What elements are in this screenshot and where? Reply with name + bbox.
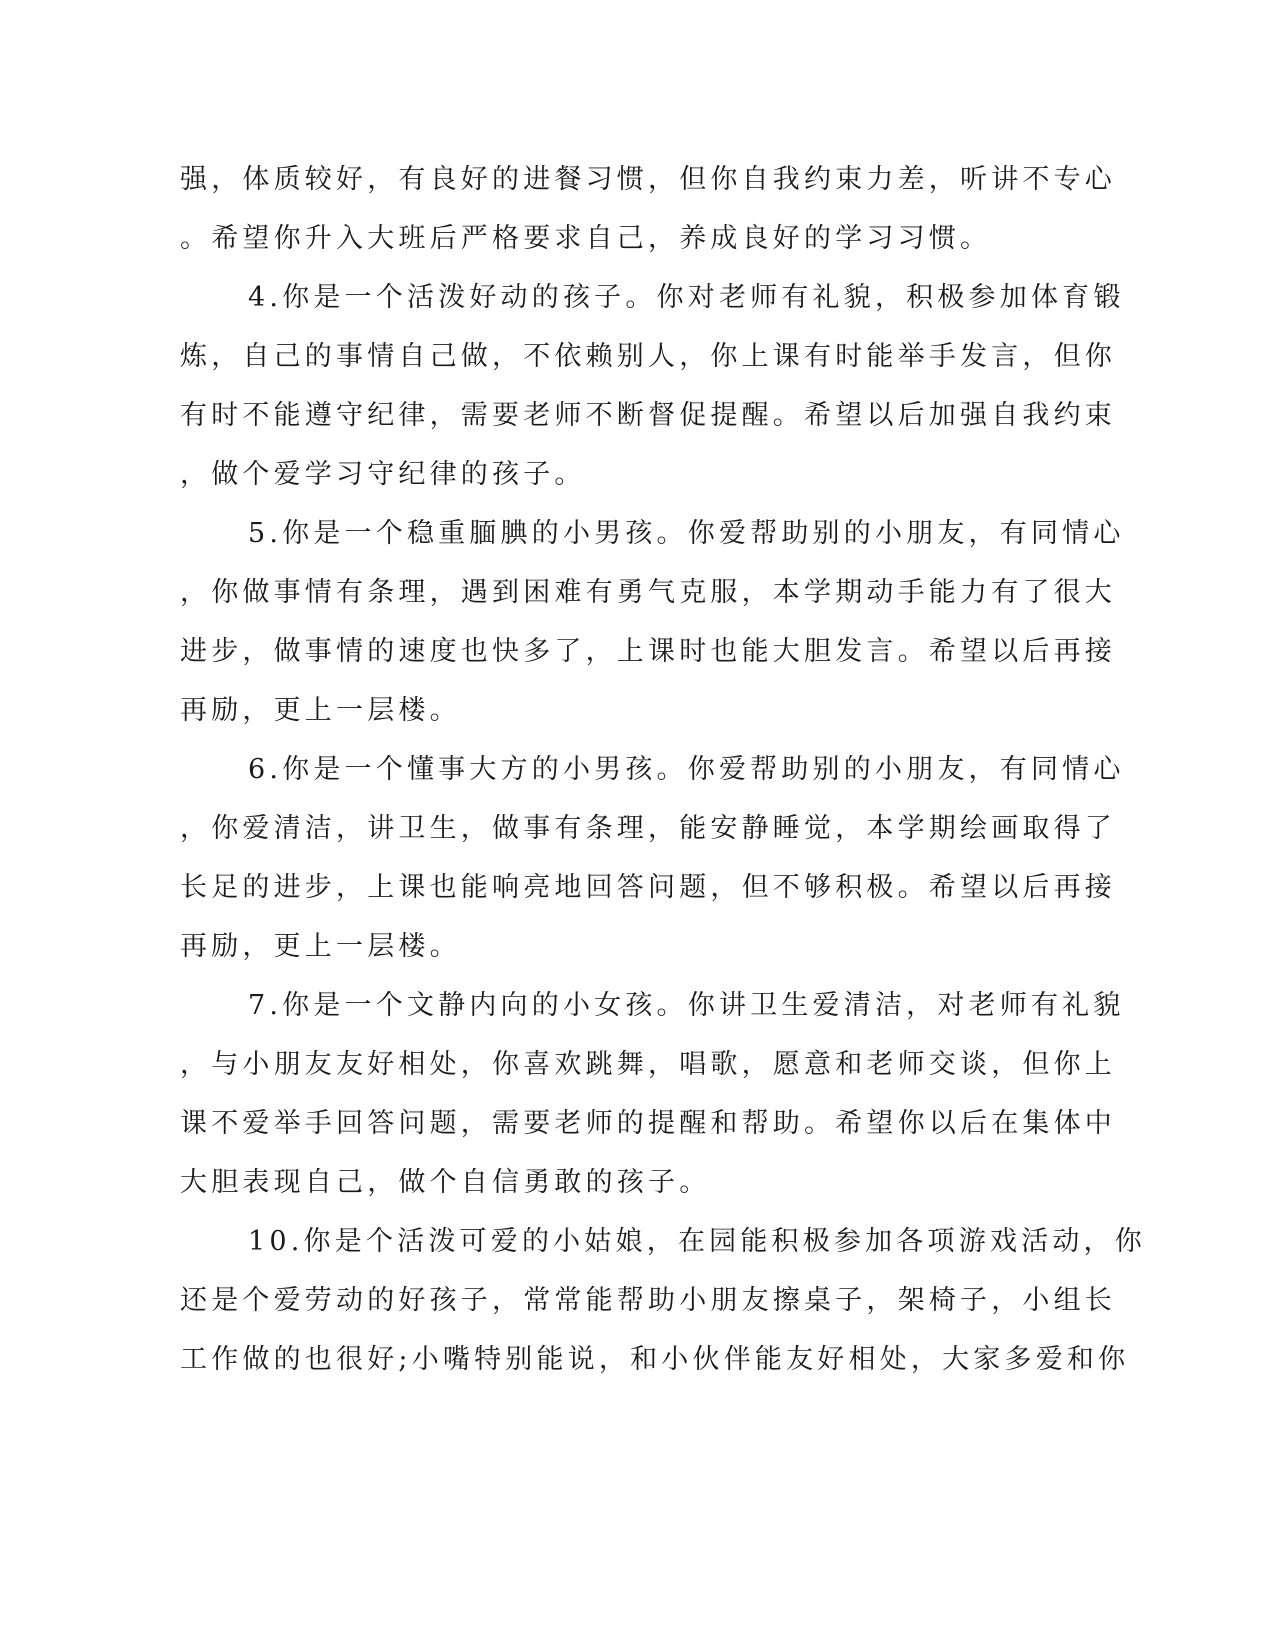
text-line: 还是个爱劳动的好孩子，常常能帮助小朋友擦桌子，架椅子，小组长: [180, 1285, 1116, 1316]
text-line: 5.你是一个稳重腼腆的小男孩。你爱帮助别的小朋友，有同情心: [248, 518, 1125, 549]
text-line: 大胆表现自己，做个自信勇敢的孩子。: [180, 1167, 711, 1198]
text-line: 7.你是一个文静内向的小女孩。你讲卫生爱清洁，对老师有礼貌: [248, 990, 1125, 1021]
text-line: 再励，更上一层楼。: [180, 695, 461, 726]
text-line: 长足的进步，上课也能响亮地回答问题，但不够积极。希望以后再接: [180, 872, 1116, 903]
text-line: ，与小朋友友好相处，你喜欢跳舞，唱歌，愿意和老师交谈，但你上: [180, 1049, 1116, 1080]
text-line: 工作做的也很好;小嘴特别能说，和小伙伴能友好相处，大家多爱和你: [180, 1344, 1130, 1375]
text-line: 课不爱举手回答问题，需要老师的提醒和帮助。希望你以后在集体中: [180, 1108, 1116, 1139]
text-line: ，你做事情有条理，遇到困难有勇气克服，本学期动手能力有了很大: [180, 577, 1116, 608]
text-line: 4.你是一个活泼好动的孩子。你对老师有礼貌，积极参加体育锻: [248, 282, 1125, 313]
text-line: 炼，自己的事情自己做，不依赖别人，你上课有时能举手发言，但你: [180, 341, 1116, 372]
text-line: 。希望你升入大班后严格要求自己，养成良好的学习习惯。: [180, 223, 992, 254]
text-line: ，你爱清洁，讲卫生，做事有条理，能安静睡觉，本学期绘画取得了: [180, 813, 1116, 844]
text-line: 进步，做事情的速度也快多了，上课时也能大胆发言。希望以后再接: [180, 636, 1116, 667]
text-line: 10.你是个活泼可爱的小姑娘，在园能积极参加各项游戏活动，你: [248, 1226, 1146, 1257]
text-line: 有时不能遵守纪律，需要老师不断督促提醒。希望以后加强自我约束: [180, 400, 1116, 431]
text-line: 再励，更上一层楼。: [180, 931, 461, 962]
text-line: 6.你是一个懂事大方的小男孩。你爱帮助别的小朋友，有同情心: [248, 754, 1125, 785]
text-line: ，做个爱学习守纪律的孩子。: [180, 459, 586, 490]
text-line: 强，体质较好，有良好的进餐习惯，但你自我约束力差，听讲不专心: [180, 164, 1116, 195]
